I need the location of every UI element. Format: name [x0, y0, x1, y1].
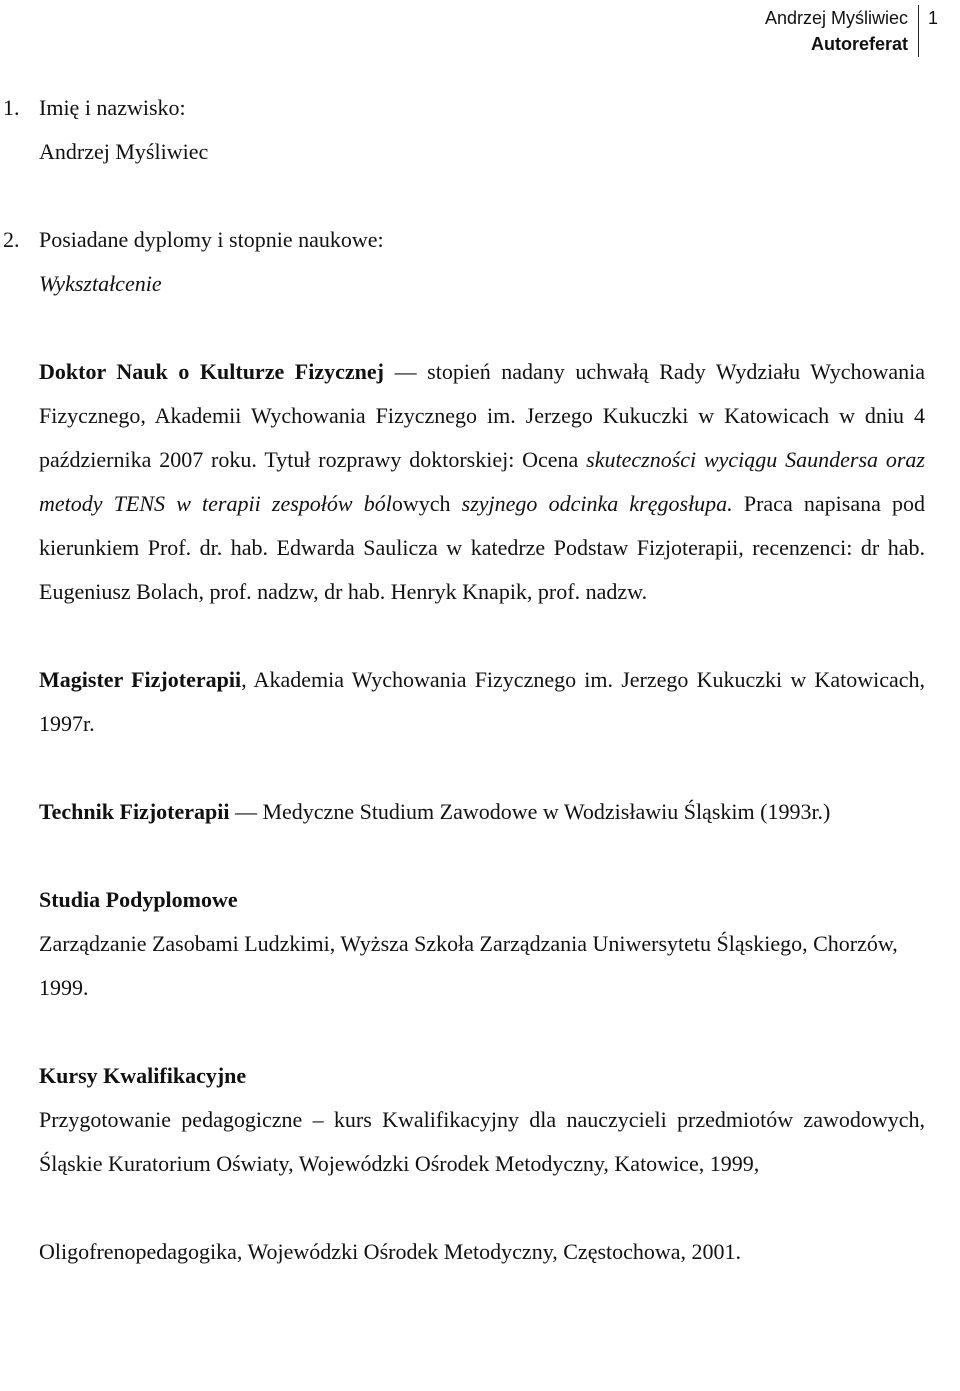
section-2-title: Posiadane dyplomy i stopnie naukowe: [39, 227, 384, 252]
full-name: Andrzej Myśliwiec [39, 139, 209, 164]
page-number: 1 [918, 5, 938, 57]
header-author: Andrzej Myśliwiec [764, 8, 908, 28]
master-degree-text: , Akademia Wychowania Fizycznego im. Jerzego Kukuczki w Katowicach, 1997r. [39, 667, 925, 736]
page-header [765, 5, 938, 57]
doctor-degree-text: — stopień nadany uchwałą Rady Wydziału Wychowania Fizycznego, Akademii Wychowania Fizycznego im. Jerzego Kukuczki w Katowicach w dniu 4 października 2007 roku. Tytuł rozprawy doktorskiej: Ocena [39, 359, 925, 472]
master-degree-paragraph [39, 658, 925, 746]
technician-paragraph [39, 790, 925, 834]
course-item-2: Oligofrenopedagogika, Wojewódzki Ośrodek Metodyczny, Częstochowa, 2001. [39, 1239, 742, 1264]
postgrad-text: Zarządzanie Zasobami Ludzkimi, Wyższa Szkoła Zarządzania Uniwersytetu Śląskiego, Chorzów, 1999. [39, 931, 898, 1000]
thesis-title-part3: szyjnego odcinka kręgosłupa. [461, 491, 733, 516]
education-subtitle: Wykształcenie [39, 271, 162, 296]
courses-heading: Kursy Kwalifikacyjne [39, 1063, 247, 1088]
technician-text: — Medyczne Studium Zawodowe w Wodzisławiu Śląskim (1993r.) [229, 799, 831, 824]
technician-title: Technik Fizjoterapii [39, 799, 230, 824]
thesis-title-part2: owych [391, 491, 462, 516]
thesis-title-part1: skuteczności wyciągu Saundersa oraz metody TENS w terapii zespołów ból [39, 447, 925, 516]
doctor-degree-paragraph [39, 350, 925, 614]
course-item-1: Przygotowanie pedagogiczne – kurs Kwalifikacyjny dla nauczycieli przedmiotów zawodowych, Śląskie Kuratorium Oświaty, Wojewódzki Ośrodek Metodyczny, Katowice, 1999, [39, 1107, 925, 1176]
header-document-title: Autoreferat [810, 34, 908, 54]
section-1-number: 1. [3, 95, 20, 120]
section-2-heading [3, 218, 925, 262]
section-1-heading [3, 86, 925, 130]
postgrad-heading: Studia Podyplomowe [39, 887, 238, 912]
doctor-supervisor-text: Praca napisana pod kierunkiem Prof. dr. hab. Edwarda Saulicza w katedrze Podstaw Fizjoterapii, recenzenci: dr hab. Eugeniusz Bolach, prof. nadzw, dr hab. Henryk Knapik, prof. nadzw. [39, 491, 926, 604]
doctor-degree-title: Doktor Nauk o Kulturze Fizycznej [39, 359, 384, 384]
header-text [765, 5, 918, 57]
document-body [3, 86, 926, 1274]
section-2-number: 2. [3, 227, 20, 252]
master-degree-title: Magister Fizjoterapii [39, 667, 242, 692]
section-1-title: Imię i nazwisko: [39, 95, 186, 120]
